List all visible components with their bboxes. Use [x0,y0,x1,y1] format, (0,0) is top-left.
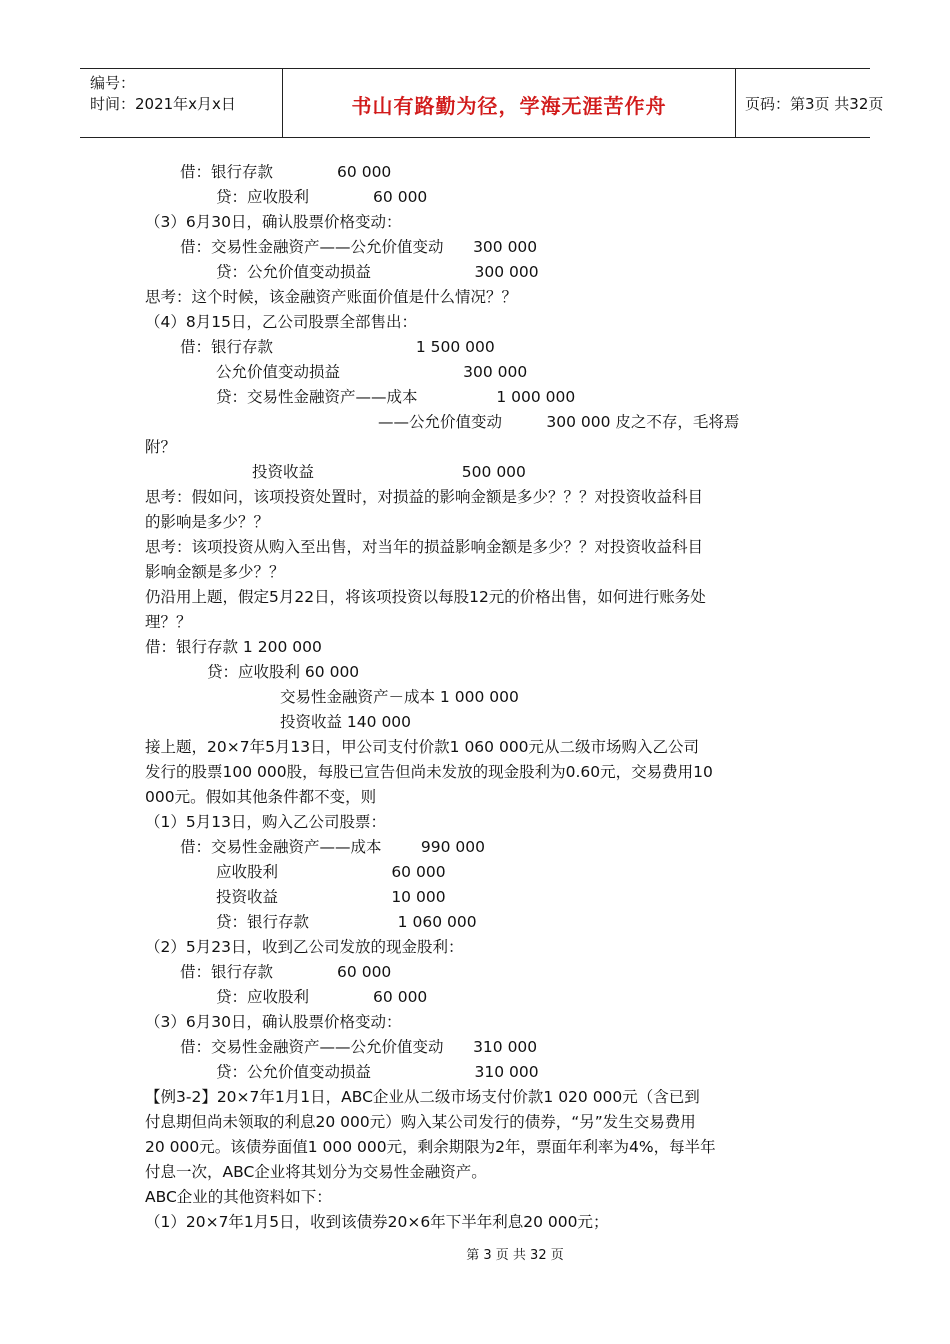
page-footer: 第 3 页 共 32 页 [466,1248,564,1263]
text-line: 贷：银行存款 1 060 000 [216,913,477,931]
text-line: （3）6月30日，确认股票价格变动： [145,213,402,231]
text-line: 借：交易性金融资产——公允价值变动 310 000 [180,1038,538,1056]
text-line: 应收股利 60 000 [216,863,446,881]
text-line: 交易性金融资产－成本 1 000 000 [280,688,519,706]
text-line: （4）8月15日，乙公司股票全部售出： [145,313,417,331]
text-line: 思考：假如问，该项投资处置时，对损益的影响金额是多少？？？对投资收益科目 [145,488,704,506]
text-line: 借：银行存款 1 500 000 [180,338,495,356]
text-line: 仍沿用上题，假定5月22日，将该项投资以每股12元的价格出售，如何进行账务处 [145,588,706,606]
text-line: 借：银行存款 60 000 [180,963,392,981]
text-line: ——公允价值变动 300 000 皮之不存，毛将焉 [378,413,740,431]
text-line: 贷：应收股利 60 000 [216,188,428,206]
text-line: （1）20×7年1月5日，收到该债券20×6年下半年利息20 000元； [145,1213,609,1231]
text-line: 000元。假如其他条件都不变，则 [145,788,377,806]
text-line: 借：银行存款 60 000 [180,163,392,181]
text-line: 思考：该项投资从购入至出售，对当年的损益影响金额是多少？？对投资收益科目 [145,538,704,556]
document-date: 时间：2021年x月x日 [90,95,236,113]
text-line: 借：交易性金融资产——成本 990 000 [180,838,486,856]
text-line: （2）5月23日，收到乙公司发放的现金股利： [145,938,464,956]
text-line: 思考：这个时候，该金融资产账面价值是什么情况？？ [145,288,518,306]
header-middle-cell [282,69,736,137]
text-line: 借：交易性金融资产——公允价值变动 300 000 [180,238,538,256]
document-number-label: 编号： [90,74,136,92]
text-line: 公允价值变动损益 300 000 [216,363,528,381]
text-line: 投资收益 140 000 [280,713,412,731]
text-line: 附？ [145,438,177,456]
text-line: 【例3-2】20×7年1月1日，ABC企业从二级市场支付价款1 020 000元（含已到 [145,1088,700,1106]
text-line: 贷：交易性金融资产——成本 1 000 000 [216,388,576,406]
text-line: 发行的股票100 000股，每股已宣告但尚未发放的现金股利为0.60元，交易费用10 [145,763,713,781]
header-page-code: 页码：第3页 共32页 [745,95,884,113]
text-line: 投资收益 500 000 [252,463,526,481]
text-line: 付息一次，ABC企业将其划分为交易性金融资产。 [145,1163,487,1181]
text-line: 理？？ [145,613,192,631]
text-line: 付息期但尚未领取的利息20 000元）购入某公司发行的债券，“另”发生交易费用 [145,1113,696,1131]
text-line: 借：银行存款 1 200 000 [145,638,322,656]
page-header [80,68,884,138]
text-line: 的影响是多少？？ [145,513,270,531]
text-line: ABC企业的其他资料如下： [145,1188,332,1206]
text-line: 贷：应收股利 60 000 [216,988,428,1006]
header-motto: 书山有路勤为径，学海无涯苦作舟 [351,94,667,118]
text-line: 20 000元。该债券面值1 000 000元，剩余期限为2年，票面年利率为4%，每半年 [145,1138,716,1156]
header-right-cell [735,69,884,137]
text-line: 接上题，20×7年5月13日，甲公司支付价款1 060 000元从二级市场购入乙公司 [145,738,700,756]
header-left-cell [80,69,282,137]
text-line: 贷：应收股利 60 000 [207,663,360,681]
text-line: 贷：公允价值变动损益 300 000 [216,263,539,281]
text-line: （1）5月13日，购入乙公司股票： [145,813,386,831]
text-line: 贷：公允价值变动损益 310 000 [216,1063,539,1081]
text-line: （3）6月30日，确认股票价格变动： [145,1013,402,1031]
text-line: 投资收益 10 000 [216,888,446,906]
text-line: 影响金额是多少？？ [145,563,285,581]
